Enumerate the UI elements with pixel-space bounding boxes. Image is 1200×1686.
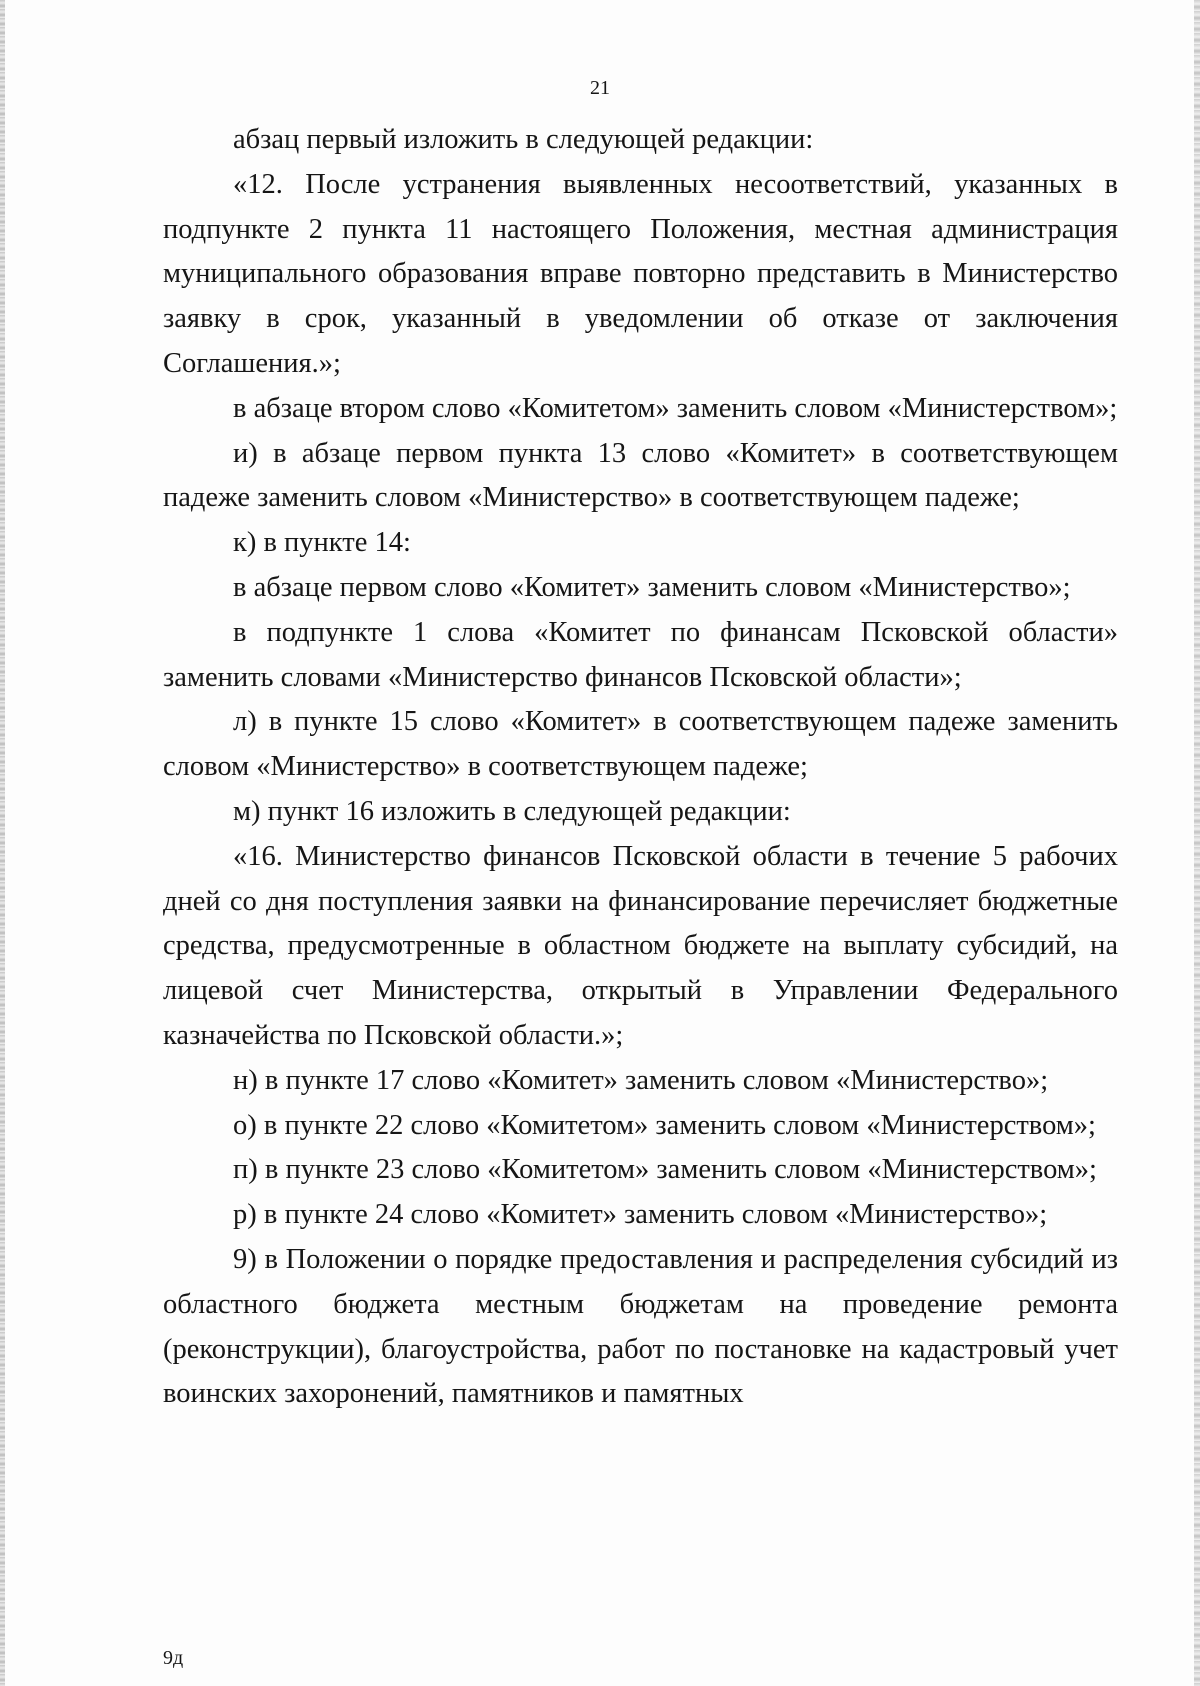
footer-code: 9д bbox=[163, 1647, 184, 1669]
paragraph: в абзаце первом слово «Комитет» заменить словом «Министерство»; bbox=[233, 571, 1071, 603]
paragraph: в абзаце втором слово «Комитетом» заменить словом «Министерством»; bbox=[233, 392, 1118, 424]
paragraph: м) пункт 16 изложить в следующей редакции: bbox=[233, 795, 791, 827]
scan-edge-left bbox=[0, 0, 5, 1686]
paragraph: абзац первый изложить в следующей редакции: bbox=[233, 124, 814, 155]
paragraph: л) в пункте 15 слово «Комитет» в соответствующем падеже заменить словом «Министерство» в соответствующем падеже; bbox=[163, 706, 1118, 783]
scan-edge-right bbox=[1194, 0, 1200, 1686]
page-number: 21 bbox=[590, 77, 610, 99]
paragraph: в подпункте 1 слова «Комитет по финансам Псковской области» заменить словами «Министерство финансов Псковской области»; bbox=[163, 616, 1118, 693]
paragraph: и) в абзаце первом пункта 13 слово «Комитет» в соответствующем падеже заменить словом «Министерство» в соответствующем падеже; bbox=[163, 437, 1118, 514]
paragraph: к) в пункте 14: bbox=[233, 527, 411, 559]
paragraph: р) в пункте 24 слово «Комитет» заменить словом «Министерство»; bbox=[233, 1199, 1048, 1231]
paragraph: 9) в Положении о порядке предоставления и распределения субсидий из областного бюджета местным бюджетам на проведение ремонта (реконструкции), благоустройства, работ по постановке на кадастровый учет воинских захоронений, памятников и памятных bbox=[163, 1243, 1118, 1410]
paragraph: «16. Министерство финансов Псковской области в течение 5 рабочих дней со дня поступления заявки на финансирование перечисляет бюджетные средства, предусмотренные в областном бюджете на выплату субсидий, на лицевой счет Министерства, открытый в Управлении Федерального казначейства по Псковской области.»; bbox=[163, 840, 1118, 1051]
paragraph: п) в пункте 23 слово «Комитетом» заменить словом «Министерством»; bbox=[233, 1154, 1097, 1186]
paragraph: н) в пункте 17 слово «Комитет» заменить словом «Министерство»; bbox=[233, 1064, 1049, 1096]
paragraph: «12. После устранения выявленных несоответствий, указанных в подпункте 2 пункта 11 настоящего Положения, местная администрация муниципального образования вправе повторно представить в Министерство заявку в срок, указанный в уведомлении об отказе от заключения Соглашения.»; bbox=[163, 168, 1118, 379]
paragraph: о) в пункте 22 слово «Комитетом» заменить словом «Министерством»; bbox=[233, 1109, 1096, 1141]
document-body bbox=[163, 118, 1118, 1417]
